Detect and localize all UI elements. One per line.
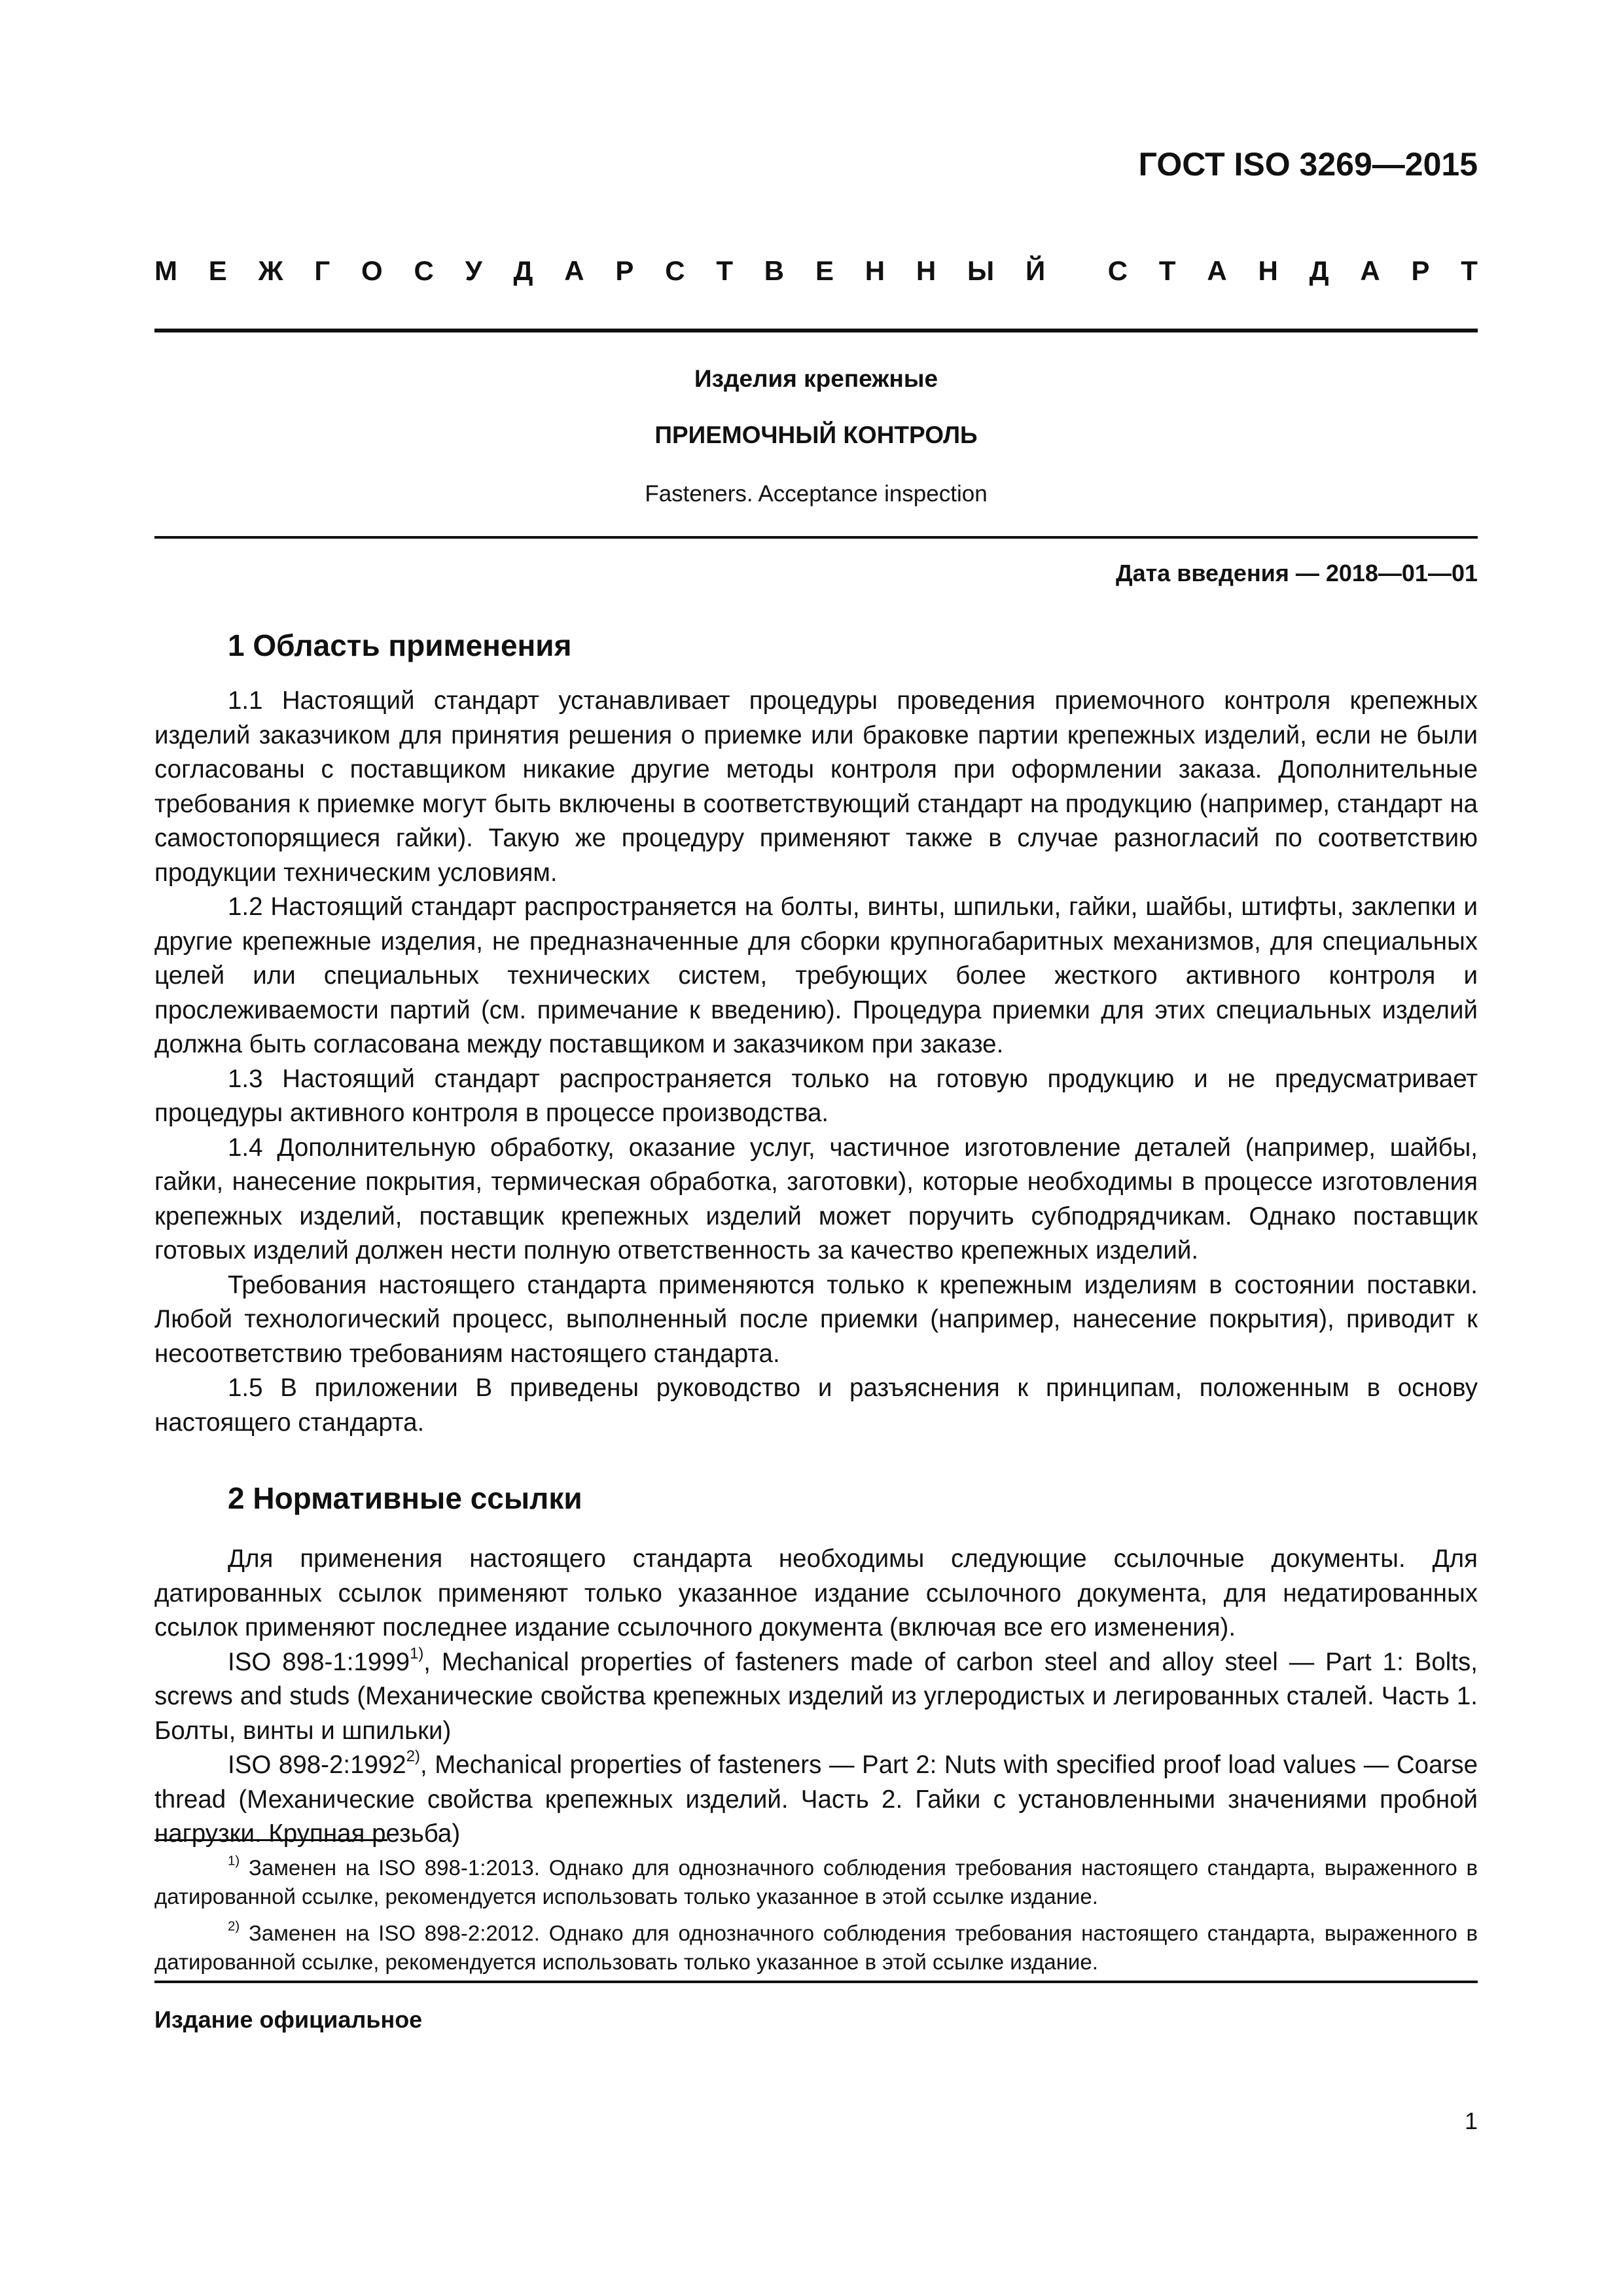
paragraph-1-1: 1.1 Настоящий стандарт устанавливает процедуры проведения приемочного контроля крепежных изделий заказчиком для принятия решения о приемке или браковке партии крепежных изделий, если не были согласованы с поставщиком никакие другие методы контроля при оформлении заказа. Дополнительные требования к приемке могут быть включены в соответствующий стандарт на продукцию (например, стандарт на самостопорящиеся гайки). Такую же процедуру применяют также в случае разногласий по соответствию продукции техническим условиям. [154,687,1478,887]
section-2-heading: 2 Нормативные ссылки [228,1481,582,1515]
header-divider [154,329,1478,332]
standard-type-letter: С [665,255,685,286]
reference-code: ISO 898-1:1999 [228,1647,410,1676]
title-line-1: Изделия крепежные [694,365,938,392]
section-1-heading: 1 Область применения [228,628,572,662]
standard-type-letter: Й [1025,255,1046,286]
standard-type-letter: А [1360,255,1380,286]
standard-type-letter: Т [1158,255,1176,286]
footnote-text: Заменен на ISO 898-2:2012. Однако для однозначного соблюдения требования настоящего стандарта, выраженного в датированной ссылке, рекомендуется использовать только указанное в этой ссылке издание. [154,1921,1478,1974]
footnote-mark: 1) [410,1644,424,1662]
standard-type-heading [154,255,1478,287]
footer-divider [154,1981,1478,1983]
paragraph-1-4: 1.4 Дополнительную обработку, оказание услуг, частичное изготовление деталей (например, шайбы, гайки, нанесение покрытия, термическая обработка, заготовки), которые необходимы в процессе изготовления крепежных изделий, поставщик крепежных изделий может поручить субподрядчикам. Однако поставщик готовых изделий должен нести полную ответственность за качество крепежных изделий. [154,1133,1478,1265]
standard-type-letter: Е [815,255,834,286]
standard-type-letter: Е [208,255,227,286]
reference-text: , Mechanical properties of fasteners — Part 2: Nuts with specified proof load values — Coarse thread (Механические свойства крепежных изделий. Часть 2. Гайки с установленными значениями пробной нагрузки. Крупная резьба) [154,1751,1478,1848]
main-content [154,625,1478,1852]
standard-type-letter: Т [1461,255,1478,286]
paragraph-1-4-requirements: Требования настоящего стандарта применяются только к крепежным изделиям в состоянии поставки. Любой технологический процесс, выполненный после приемки (например, нанесение покрытия), приводит к несоответствию требованиям настоящего стандарта. [154,1270,1478,1368]
footnote-mark: 1) [228,1853,240,1869]
standard-type-letter: Т [716,255,733,286]
footnote-mark: 2) [406,1748,420,1766]
standard-number: ГОСТ ISO 3269—2015 [1138,146,1478,183]
standard-type-letter: Н [865,255,885,286]
footnote-2 [154,1919,1478,1977]
footnote-separator [154,1839,387,1841]
reference-code: ISO 898-2:1992 [228,1751,406,1779]
paragraph-1-5: 1.5 В приложении В приведены руководство и разъяснения к принципам, положенным в основу настоящего стандарта. [154,1374,1478,1437]
page-number: 1 [1464,2108,1478,2134]
standard-type-letter: М [154,255,177,286]
standard-type-letter: Ж [258,255,283,286]
standard-type-letter: У [465,255,482,286]
section-2-intro: Для применения настоящего стандарта необходимы следующие ссылочные документы. Для датированных ссылок применяют только указанное издание ссылочного документа, для недатированных ссылок применяют последнее издание ссылочного документа (включая все его изменения). [154,1545,1478,1641]
standard-type-letter: Д [1309,255,1329,286]
official-edition-label: Издание официальное [154,2006,423,2033]
reference-text: , Mechanical properties of fasteners made of carbon steel and alloy steel — Part 1: Bolts, screws and studs (Механические свойства крепежных изделий из углеродистых и легированных сталей. Часть 1. Болты, винты и шпильки) [154,1647,1478,1745]
standard-type-letter: А [564,255,584,286]
standard-type-letter: Г [314,255,330,286]
standard-type-letter: Н [916,255,936,286]
footnote-mark: 2) [228,1918,240,1934]
title-divider [154,536,1478,539]
standard-type-letter: А [1207,255,1227,286]
normative-reference-1 [154,1645,1478,1749]
standard-type-letter: Ы [967,255,995,286]
footnote-text: Заменен на ISO 898-1:2013. Однако для однозначного соблюдения требования настоящего стандарта, выраженного в датированной ссылке, рекомендуется использовать только указанное в этой ссылке издание. [154,1856,1478,1909]
introduction-date: Дата введения — 2018—01—01 [1115,560,1478,586]
standard-type-letter: С [1107,255,1128,286]
title-line-2: ПРИЕМОЧНЫЙ КОНТРОЛЬ [654,422,978,448]
standard-type-letter: Р [1411,255,1430,286]
standard-type-letter: Д [513,255,533,286]
standard-type-letter: С [414,255,434,286]
standard-type-letter: Р [615,255,634,286]
title-english: Fasteners. Acceptance inspection [645,481,988,507]
normative-reference-2 [154,1748,1478,1852]
standard-type-letter: В [764,255,785,286]
standard-type-letter: О [361,255,383,286]
paragraph-1-3: 1.3 Настоящий стандарт распространяется только на готовую продукцию и не предусматривает процедуры активного контроля в процессе производства. [154,1064,1478,1127]
paragraph-1-2: 1.2 Настоящий стандарт распространяется на болты, винты, шпильки, гайки, шайбы, штифты, заклепки и другие крепежные изделия, не предназначенные для сборки крупногабаритных механизмов, для специальных целей или специальных технических систем, требующих более жесткого активного контроля и прослеживаемости партий (см. примечание к введению). Процедура приемки для этих специальных изделий должна быть согласована между поставщиком и заказчиком при заказе. [154,893,1478,1058]
footnotes [154,1854,1478,1984]
footnote-1 [154,1854,1478,1911]
standard-type-letter: Н [1258,255,1278,286]
